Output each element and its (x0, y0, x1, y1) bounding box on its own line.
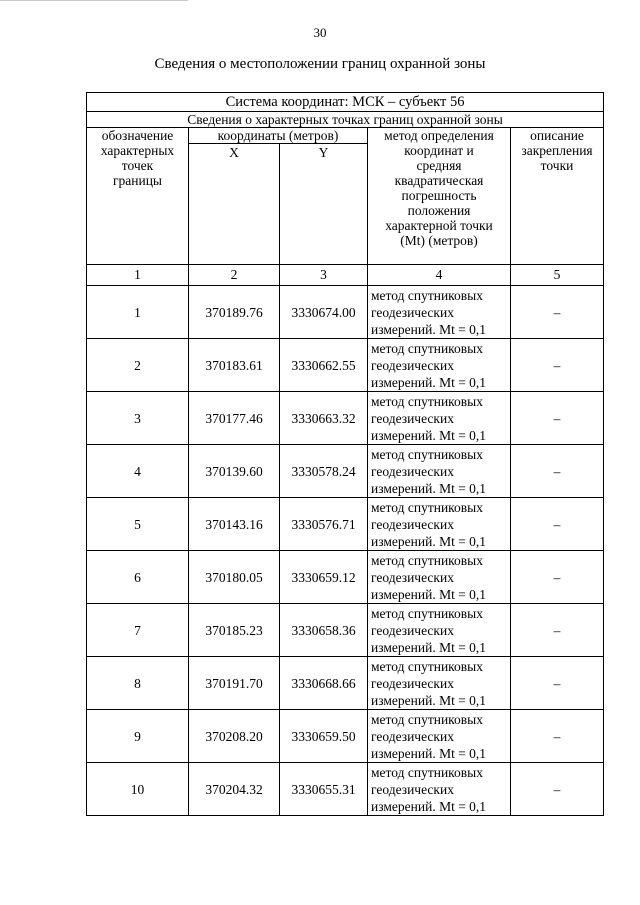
x-coordinate-cell: 370204.32 (189, 763, 280, 816)
header-text: точек (121, 158, 154, 173)
method-cell (368, 604, 511, 657)
y-coordinate-cell: 3330659.12 (280, 551, 368, 604)
table-row (87, 763, 604, 816)
method-cell (368, 710, 511, 763)
y-coordinate-cell: 3330674.00 (280, 286, 368, 339)
point-number-cell: 10 (87, 763, 189, 816)
method-text: геодезических (371, 410, 454, 426)
method-text: измерений. Mt = 0,1 (371, 745, 487, 761)
boundary-points-table (86, 92, 604, 816)
method-text: геодезических (371, 728, 454, 744)
table-row (87, 392, 604, 445)
table-row (87, 657, 604, 710)
method-cell (368, 657, 511, 710)
section-heading-row: Сведения о характерных точках границ охранной зоны (87, 112, 604, 128)
header-text: характерной точки (385, 218, 493, 233)
method-text: метод спутниковых (371, 340, 483, 356)
point-number-cell: 2 (87, 339, 189, 392)
method-text: измерений. Mt = 0,1 (371, 533, 487, 549)
description-cell: – (511, 392, 604, 445)
x-coordinate-cell: 370183.61 (189, 339, 280, 392)
method-text: геодезических (371, 304, 454, 320)
method-text: геодезических (371, 675, 454, 691)
x-coordinate-cell: 370143.16 (189, 498, 280, 551)
header-text: координат и (404, 143, 474, 158)
table-row (87, 286, 604, 339)
method-text: измерений. Mt = 0,1 (371, 692, 487, 708)
description-cell: – (511, 710, 604, 763)
header-x: X (189, 144, 280, 265)
header-text: закрепления (521, 143, 593, 158)
y-coordinate-cell: 3330655.31 (280, 763, 368, 816)
method-text: измерений. Mt = 0,1 (371, 374, 487, 390)
y-coordinate-cell: 3330668.66 (280, 657, 368, 710)
y-coordinate-cell: 3330662.55 (280, 339, 368, 392)
table-row (87, 445, 604, 498)
method-text: геодезических (371, 357, 454, 373)
method-text: метод спутниковых (371, 711, 483, 727)
header-y: Y (280, 144, 368, 265)
x-coordinate-cell: 370191.70 (189, 657, 280, 710)
point-number-cell: 4 (87, 445, 189, 498)
method-text: измерений. Mt = 0,1 (371, 427, 487, 443)
x-coordinate-cell: 370177.46 (189, 392, 280, 445)
x-coordinate-cell: 370189.76 (189, 286, 280, 339)
y-coordinate-cell: 3330576.71 (280, 498, 368, 551)
method-text: метод спутниковых (371, 446, 483, 462)
method-text: метод спутниковых (371, 393, 483, 409)
point-number-cell: 1 (87, 286, 189, 339)
x-coordinate-cell: 370208.20 (189, 710, 280, 763)
method-text: геодезических (371, 781, 454, 797)
table-row (87, 551, 604, 604)
description-cell: – (511, 604, 604, 657)
x-coordinate-cell: 370180.05 (189, 551, 280, 604)
column-number: 5 (511, 265, 604, 286)
header-text: точки (540, 158, 574, 173)
y-coordinate-cell: 3330659.50 (280, 710, 368, 763)
method-text: метод спутниковых (371, 552, 483, 568)
method-text: измерений. Mt = 0,1 (371, 321, 487, 337)
description-cell: – (511, 498, 604, 551)
header-text: квадратическая (394, 173, 484, 188)
header-text: (Mt) (метров) (400, 233, 478, 248)
table-row (87, 604, 604, 657)
header-text: метод определения (384, 128, 494, 143)
point-number-cell: 5 (87, 498, 189, 551)
description-cell: – (511, 339, 604, 392)
description-cell: – (511, 286, 604, 339)
table-row (87, 498, 604, 551)
method-text: метод спутниковых (371, 605, 483, 621)
header-text: погрешность (401, 188, 477, 203)
description-cell: – (511, 445, 604, 498)
page-number: 30 (313, 25, 327, 40)
point-number-cell: 6 (87, 551, 189, 604)
x-coordinate-cell: 370185.23 (189, 604, 280, 657)
header-coordinates: координаты (метров) (189, 128, 368, 144)
header-text: описание (530, 128, 584, 143)
description-cell: – (511, 763, 604, 816)
method-cell (368, 551, 511, 604)
method-text: измерений. Mt = 0,1 (371, 586, 487, 602)
header-point-designation (87, 128, 189, 265)
header-method (368, 128, 511, 265)
column-number: 4 (368, 265, 511, 286)
description-cell: – (511, 657, 604, 710)
method-text: измерений. Mt = 0,1 (371, 480, 487, 496)
header-text: положения (407, 203, 471, 218)
point-number-cell: 3 (87, 392, 189, 445)
method-text: измерений. Mt = 0,1 (371, 798, 487, 814)
method-text: измерений. Mt = 0,1 (371, 639, 487, 655)
header-text: средняя (416, 158, 462, 173)
document-title: Сведения о местоположении границ охранной зоны (154, 56, 486, 72)
y-coordinate-cell: 3330658.36 (280, 604, 368, 657)
table-row (87, 710, 604, 763)
method-cell (368, 339, 511, 392)
coordinate-system-row: Система координат: МСК – субъект 56 (87, 93, 604, 112)
column-number: 2 (189, 265, 280, 286)
y-coordinate-cell: 3330663.32 (280, 392, 368, 445)
method-text: метод спутниковых (371, 499, 483, 515)
point-number-cell: 9 (87, 710, 189, 763)
header-text: границы (112, 173, 163, 188)
top-rule (0, 0, 188, 1)
method-cell (368, 445, 511, 498)
method-cell (368, 286, 511, 339)
x-coordinate-cell: 370139.60 (189, 445, 280, 498)
method-text: геодезических (371, 516, 454, 532)
point-number-cell: 7 (87, 604, 189, 657)
method-cell (368, 392, 511, 445)
header-text: характерных (100, 143, 175, 158)
method-cell (368, 498, 511, 551)
method-text: геодезических (371, 463, 454, 479)
point-number-cell: 8 (87, 657, 189, 710)
method-text: геодезических (371, 622, 454, 638)
y-coordinate-cell: 3330578.24 (280, 445, 368, 498)
method-text: метод спутниковых (371, 764, 483, 780)
description-cell: – (511, 551, 604, 604)
header-text: обозначение (101, 128, 174, 143)
method-text: метод спутниковых (371, 287, 483, 303)
column-number: 1 (87, 265, 189, 286)
column-number: 3 (280, 265, 368, 286)
header-description (511, 128, 604, 265)
method-text: метод спутниковых (371, 658, 483, 674)
method-text: геодезических (371, 569, 454, 585)
table-row (87, 339, 604, 392)
method-cell (368, 763, 511, 816)
